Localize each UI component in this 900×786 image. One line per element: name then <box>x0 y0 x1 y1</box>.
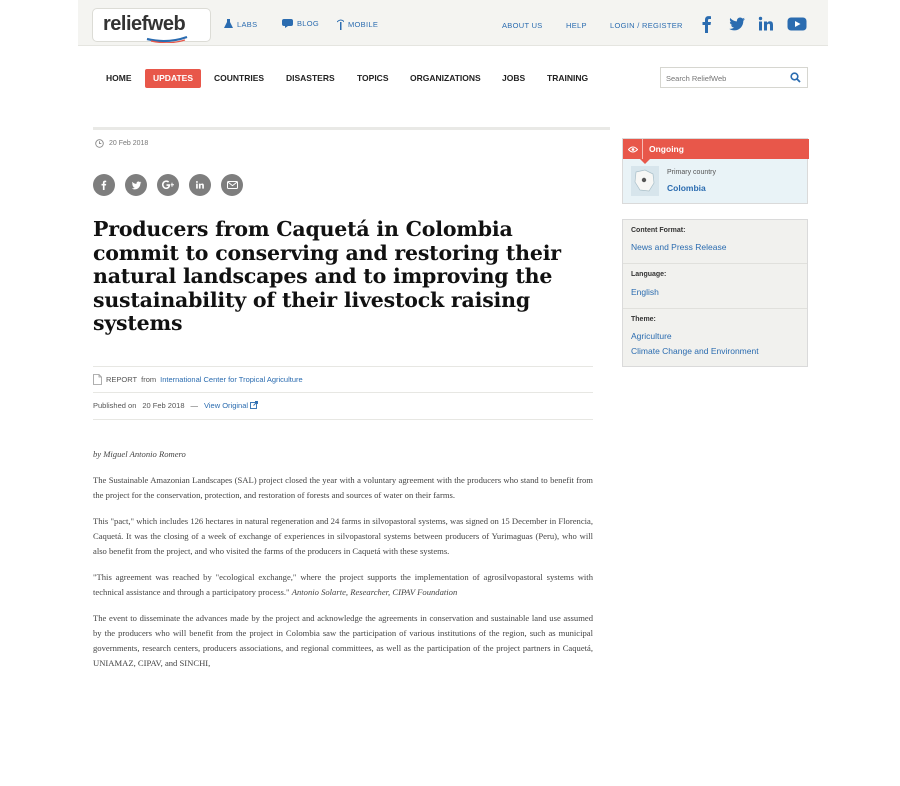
status-label: Ongoing <box>649 144 684 154</box>
report-kind: REPORT <box>106 375 138 384</box>
share-email-button[interactable] <box>221 174 243 196</box>
share-google-plus-button[interactable] <box>157 174 179 196</box>
meta-divider-3 <box>93 419 593 420</box>
meta-divider-2 <box>93 392 593 393</box>
nav-topics[interactable]: TOPICS <box>357 73 389 83</box>
logo-text: reliefweb <box>103 13 186 35</box>
language-link[interactable]: English <box>631 287 659 297</box>
eye-icon <box>623 139 643 159</box>
article-date-text: 20 Feb 2018 <box>109 140 149 147</box>
article-quote <box>93 570 593 600</box>
chat-bubble-icon <box>282 19 293 28</box>
blog-link[interactable] <box>282 19 319 28</box>
report-from-label: from <box>141 375 157 384</box>
nav-disasters[interactable]: DISASTERS <box>286 73 335 83</box>
theme-link-agriculture[interactable]: Agriculture <box>631 331 672 341</box>
primary-country-label: Primary country <box>667 169 717 176</box>
external-link-icon <box>250 401 258 409</box>
google-plus-icon <box>162 180 175 190</box>
clock-icon <box>95 139 104 148</box>
blog-link-label: BLOG <box>297 19 320 28</box>
article-byline: by Miguel Antonio Romero <box>93 449 186 459</box>
info-box <box>622 219 808 367</box>
quote-text: "This agreement was reached by "ecological exchange," where the project supports the implementation of agrosilvopastoral systems with technical assistance and through a participatory process." <box>93 572 593 597</box>
content-divider <box>93 127 610 130</box>
nav-organizations[interactable]: ORGANIZATIONS <box>410 73 481 83</box>
article-paragraph: The Sustainable Amazonian Landscapes (SAL) project closed the year with a voluntary agreement with the producers who stand to benefit from the project for the conservation, protection, and restoration of forests and sources of water on their farms. <box>93 475 593 500</box>
email-icon <box>227 181 238 189</box>
quote-author: Antonio Solarte, Researcher, CIPAV Foundation <box>291 587 458 597</box>
status-box <box>622 138 808 204</box>
meta-divider-1 <box>93 366 593 367</box>
logo-swoosh-icon <box>145 35 189 43</box>
labs-link[interactable] <box>224 19 257 29</box>
page <box>78 0 828 786</box>
share-twitter-button[interactable] <box>125 174 147 196</box>
facebook-icon <box>99 179 109 191</box>
mobile-link[interactable] <box>337 19 378 30</box>
info-divider <box>623 308 807 309</box>
article-paragraph: This "pact," which includes 126 hectares in natural regeneration and 24 farms in silvopastoral systems, was signed on 15 December in Florencia, Caquetá. It was the closing of a week of exchange of experiences in silvopastoral systems between producers of Yurimaguas (Peru), who will also benefit from the project, and who visited the farms of the producers in Caquetá with these systems. <box>93 516 593 556</box>
view-original-link[interactable] <box>204 401 258 410</box>
source-link[interactable]: International Center for Tropical Agriculture <box>160 375 303 384</box>
share-facebook-button[interactable] <box>93 174 115 196</box>
search-icon[interactable] <box>790 72 801 83</box>
top-bar <box>78 0 828 46</box>
article-paragraph: The event to disseminate the advances made by the project and acknowledge the agreements in conservation and sustainable land use assumed by the producers who will benefit from the project in Colombia saw the participation of various institutions of the region, such as municipal governments, research centers, producers associations, and regional committees, as well as the participation of the project partners in Caquetá, UNIAMAZ, CIPAV, and SINCHI, <box>93 613 593 668</box>
primary-country-link[interactable]: Colombia <box>667 183 706 193</box>
view-original-label: View Original <box>204 401 249 410</box>
linkedin-icon <box>195 180 205 190</box>
published-date: 20 Feb 2018 <box>142 401 185 410</box>
published-dash: — <box>190 401 198 410</box>
about-us-link[interactable]: ABOUT US <box>502 21 543 30</box>
twitter-icon <box>131 180 142 191</box>
article-date <box>95 139 148 148</box>
linkedin-icon[interactable] <box>757 15 775 33</box>
status-notch <box>640 159 650 164</box>
flask-icon <box>224 19 233 29</box>
twitter-icon[interactable] <box>728 15 746 33</box>
mobile-signal-icon <box>337 19 344 30</box>
report-source-line <box>93 374 303 385</box>
search-input[interactable] <box>661 69 781 88</box>
nav-training[interactable]: TRAINING <box>547 73 589 83</box>
content-format-link[interactable]: News and Press Release <box>631 242 727 252</box>
country-map-icon <box>631 166 659 196</box>
nav-jobs[interactable]: JOBS <box>502 73 526 83</box>
theme-link-climate[interactable]: Climate Change and Environment <box>631 346 759 356</box>
labs-link-label: LABS <box>237 19 258 29</box>
nav-home[interactable]: HOME <box>106 73 132 83</box>
login-register-link[interactable]: LOGIN / REGISTER <box>610 21 683 30</box>
nav-countries[interactable]: COUNTRIES <box>214 73 265 83</box>
document-icon <box>93 374 102 385</box>
reliefweb-logo[interactable] <box>92 8 211 42</box>
status-bar <box>623 139 809 159</box>
help-link[interactable]: HELP <box>566 21 587 30</box>
article-body <box>93 447 593 682</box>
share-linkedin-button[interactable] <box>189 174 211 196</box>
main-nav <box>78 46 828 110</box>
nav-updates[interactable]: UPDATES <box>145 69 201 88</box>
theme-label: Theme: <box>631 316 656 323</box>
language-label: Language: <box>631 271 667 278</box>
content-format-label: Content Format: <box>631 227 686 234</box>
youtube-icon[interactable] <box>787 15 807 33</box>
published-label: Published on <box>93 401 137 410</box>
article-title: Producers from Caquetá in Colombia commit to conserving and restoring their natural landscapes and to improving the sustainability of their livestock raising systems <box>93 217 561 335</box>
published-line <box>93 401 258 410</box>
search-box <box>660 67 808 88</box>
info-divider <box>623 263 807 264</box>
facebook-icon[interactable] <box>698 15 716 33</box>
mobile-link-label: MOBILE <box>348 20 379 29</box>
